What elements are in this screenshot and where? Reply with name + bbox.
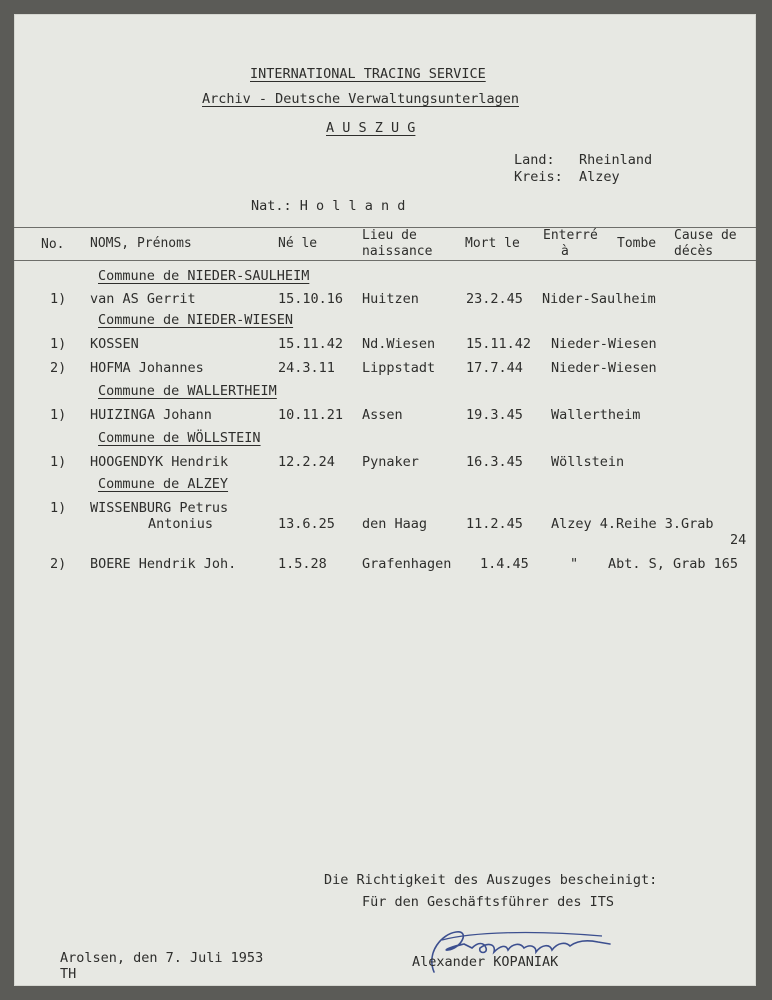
kreis-label: Kreis: [514,169,563,185]
col-cause-1: Cause de [674,228,737,243]
row-buried: Alzey 4.Reihe 3.Grab [551,516,714,532]
row-tomb: Abt. S, Grab 165 [608,556,739,572]
org-title: INTERNATIONAL TRACING SERVICE [250,66,486,82]
row-born: 1.5.28 [278,556,327,572]
commune-heading: Commune de WÖLLSTEIN [98,430,261,446]
row-born: 13.6.25 [278,516,335,532]
row-buried: Nieder-Wiesen [551,336,657,352]
row-birthplace: Grafenhagen [362,556,452,572]
commune-heading: Commune de WALLERTHEIM [98,383,277,399]
row-buried: Nider-Saulheim [542,291,656,307]
document-page [14,14,756,986]
certification-line: Die Richtigkeit des Auszuges bescheinigt: [324,872,658,888]
row-birthplace: den Haag [362,516,428,532]
row-number: 1) [50,454,67,470]
kreis-value: Alzey [579,169,620,185]
row-birthplace: Lippstadt [362,360,436,376]
row-buried: Wallertheim [551,407,641,423]
row-buried: Wöllstein [551,454,625,470]
row-number: 1) [50,336,67,352]
row-died: 15.11.42 [466,336,532,352]
col-tomb: Tombe [617,236,657,251]
certification-on-behalf: Für den Geschäftsführer des ITS [362,894,614,910]
row-birthplace: Huitzen [362,291,419,307]
commune-heading: Commune de ALZEY [98,476,229,492]
col-buried-2: à [561,244,569,259]
document-type: A U S Z U G [326,120,416,136]
col-died: Mort le [465,236,520,251]
row-died: 11.2.45 [466,516,523,532]
row-born: 24.3.11 [278,360,335,376]
row-name: van AS Gerrit [90,291,196,307]
row-buried-continued: 24 [730,532,747,548]
col-no: No. [41,237,65,252]
row-buried: Nieder-Wiesen [551,360,657,376]
col-born: Né le [278,236,318,251]
row-name: KOSSEN [90,336,139,352]
row-number: 2) [50,556,67,572]
signatory-name: Alexander KOPANIAK [412,954,559,970]
table-header-rule [14,260,756,261]
row-name: HOFMA Johannes [90,360,204,376]
col-birthplace-1: Lieu de [362,228,417,243]
row-number: 1) [50,291,67,307]
col-birthplace-2: naissance [362,244,433,259]
row-name-continued: Antonius [148,516,214,532]
row-name: HUIZINGA Johann [90,407,212,423]
commune-heading: Commune de NIEDER-SAULHEIM [98,268,310,284]
row-birthplace: Nd.Wiesen [362,336,436,352]
row-born: 12.2.24 [278,454,335,470]
row-born: 10.11.21 [278,407,344,423]
nationality: Nat.: H o l l a n d [251,198,406,214]
row-died: 17.7.44 [466,360,523,376]
row-name: HOOGENDYK Hendrik [90,454,229,470]
row-born: 15.11.42 [278,336,344,352]
land-label: Land: [514,152,555,168]
col-cause-2: décès [674,244,714,259]
col-names: NOMS, Prénoms [90,236,192,251]
row-number: 2) [50,360,67,376]
row-birthplace: Assen [362,407,403,423]
commune-heading: Commune de NIEDER-WIESEN [98,312,294,328]
row-number: 1) [50,500,67,516]
row-died: 1.4.45 [480,556,529,572]
row-born: 15.10.16 [278,291,344,307]
typist-initials: TH [60,966,77,982]
row-birthplace: Pynaker [362,454,419,470]
row-died: 19.3.45 [466,407,523,423]
land-value: Rheinland [579,152,653,168]
row-died: 16.3.45 [466,454,523,470]
place-and-date: Arolsen, den 7. Juli 1953 [60,950,264,966]
col-buried-1: Enterré [543,228,598,243]
row-died: 23.2.45 [466,291,523,307]
row-name: WISSENBURG Petrus [90,500,229,516]
row-number: 1) [50,407,67,423]
row-buried: " [570,556,579,572]
row-name: BOERE Hendrik Joh. [90,556,237,572]
archive-subtitle: Archiv - Deutsche Verwaltungsunterlagen [202,91,519,107]
